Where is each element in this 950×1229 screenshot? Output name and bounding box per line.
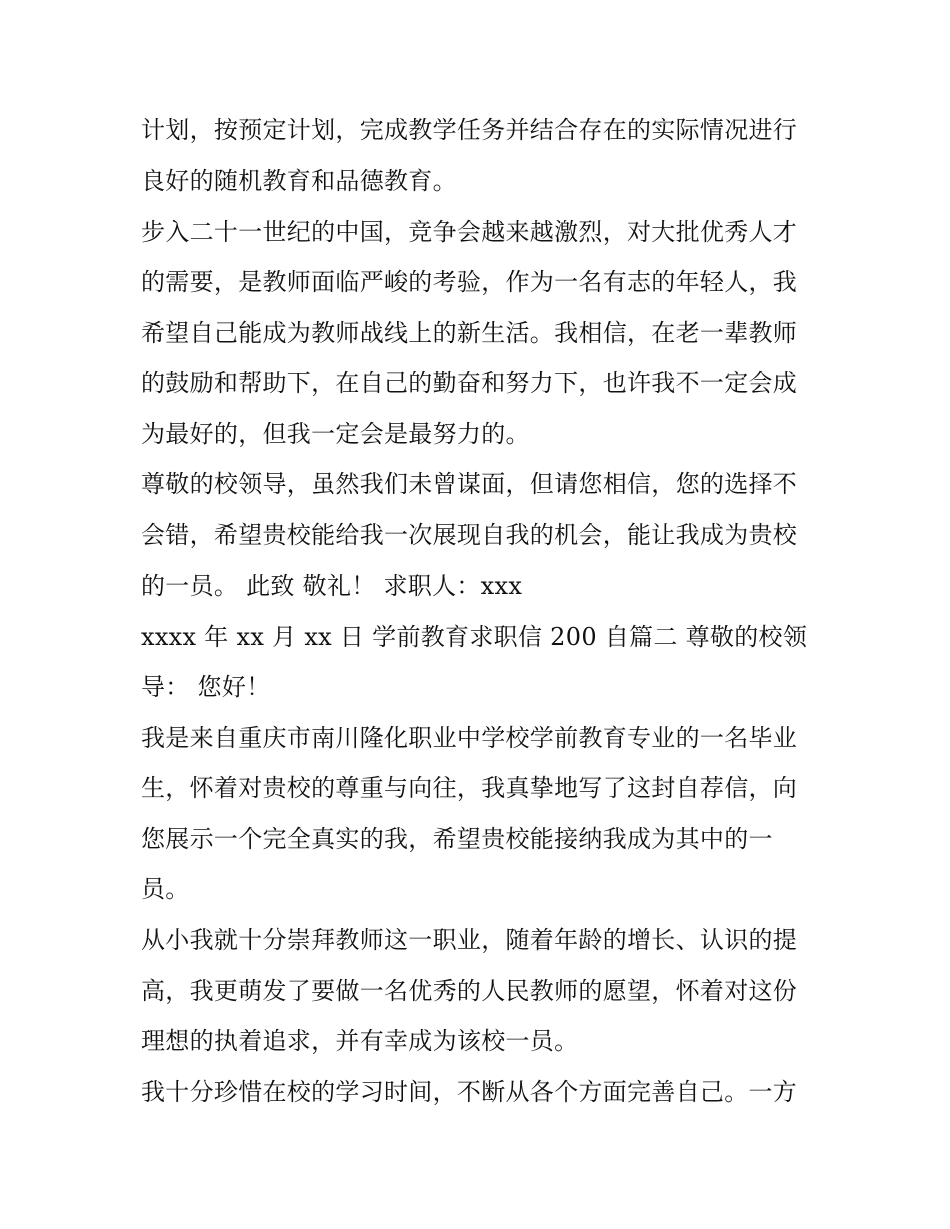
text-line: 我十分珍惜在校的学习时间，不断从各个方面完善自己。一方 — [141, 1078, 798, 1106]
text-line: 良好的随机教育和品德教育。 — [141, 167, 457, 195]
text-line: 计划，按预定计划，完成教学任务并结合存在的实际情况进行 — [141, 116, 798, 144]
text-line: 理想的执着追求，并有幸成为该校一员。 — [141, 1027, 579, 1055]
text-line: 的鼓励和帮助下，在自己的勤奋和努力下，也许我不一定会成 — [141, 369, 798, 397]
text-line: 的一员。 此致 敬礼！ 求职人：xxx — [141, 572, 523, 600]
text-line: 我是来自重庆市南川隆化职业中学校学前教育专业的一名毕业 — [141, 724, 798, 752]
text-line: 您展示一个完全真实的我，希望贵校能接纳我成为其中的一 — [141, 825, 773, 853]
text-line: 会错，希望贵校能给我一次展现自我的机会，能让我成为贵校 — [141, 521, 798, 549]
text-line: 高，我更萌发了要做一名优秀的人民教师的愿望，怀着对这份 — [141, 977, 798, 1005]
text-line: 从小我就十分崇拜教师这一职业，随着年龄的增长、认识的提 — [141, 926, 798, 954]
text-line: 的需要，是教师面临严峻的考验，作为一名有志的年轻人，我 — [141, 268, 798, 296]
text-line: 希望自己能成为教师战线上的新生活。我相信，在老一辈教师 — [141, 319, 798, 347]
text-line: 生，怀着对贵校的尊重与向往，我真挚地写了这封自荐信，向 — [141, 774, 798, 802]
text-line: 导： 您好！ — [141, 673, 271, 701]
text-line: 步入二十一世纪的中国，竞争会越来越激烈，对大批优秀人才 — [141, 218, 798, 246]
text-line: 员。 — [141, 875, 190, 903]
text-line: 尊敬的校领导，虽然我们未曾谋面，但请您相信，您的选择不 — [141, 470, 798, 498]
text-line: 为最好的，但我一定会是最努力的。 — [141, 420, 530, 448]
text-line: xxxx 年 xx 月 xx 日 学前教育求职信 200 自篇二 尊敬的校领 — [141, 623, 808, 651]
